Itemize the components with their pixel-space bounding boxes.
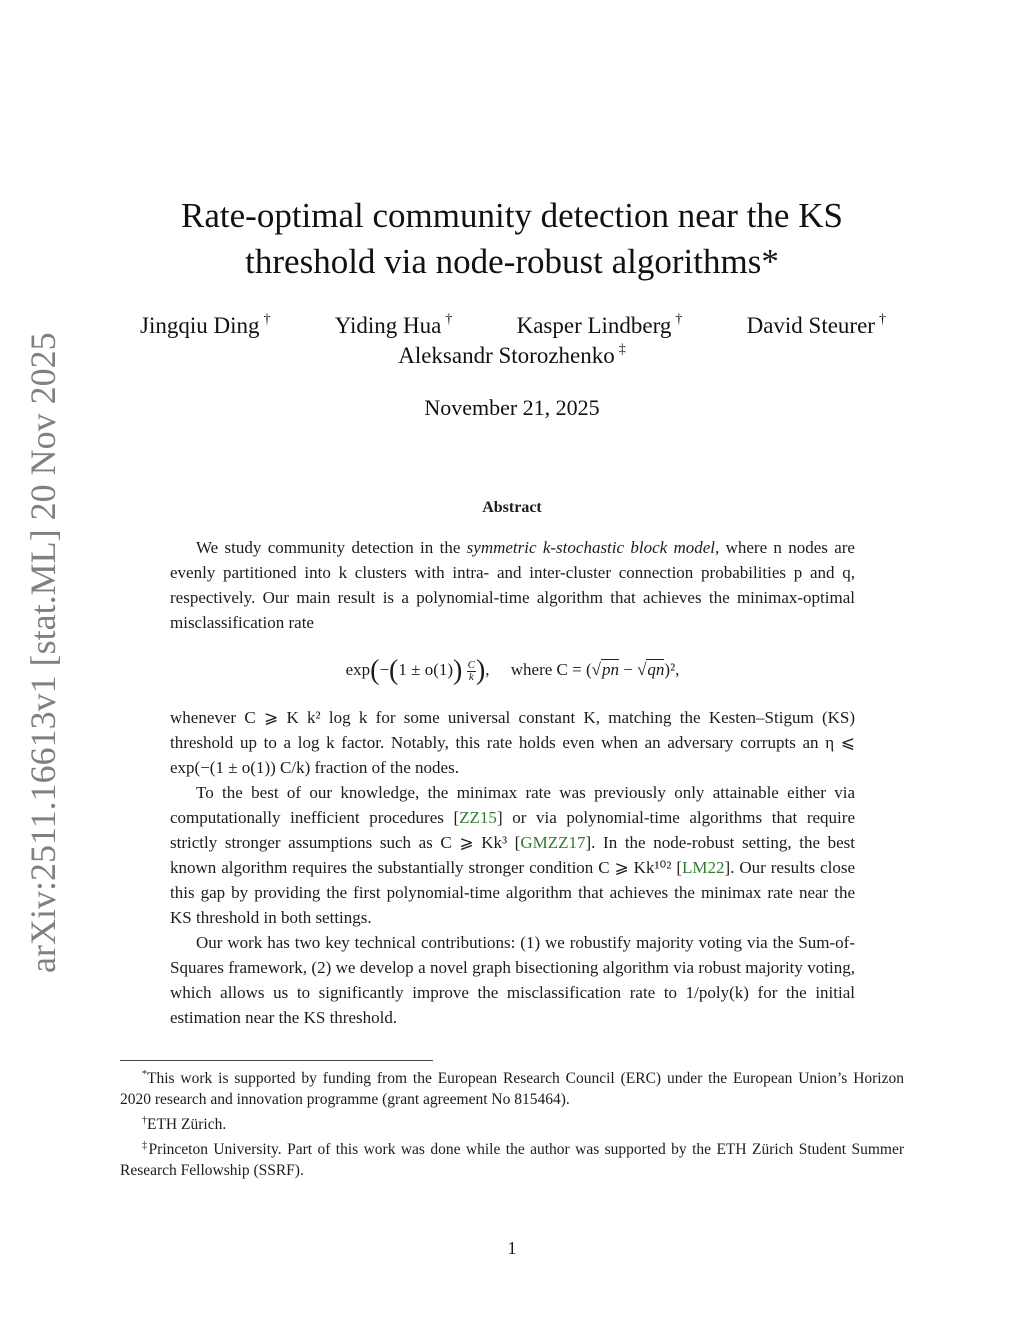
abstract-body	[170, 705, 855, 1030]
abstract-paragraph-3: To the best of our knowledge, the minimax rate was previously only attainable either via computationally inefficient procedures [ZZ15] or via polynomial-time algorithms that require strictly stronger assumptions such as C ⩾ Kk³ [GMZZ17]. In the node-robust setting, the best known algorithm requires the substantially stronger condition C ⩾ Kk¹⁰² [LM22]. Our results close this gap by providing the first polynomial-time algorithm that achieves the minimax rate near the KS threshold in both settings.	[170, 783, 855, 927]
author: Kasper Lindberg †	[516, 312, 683, 338]
author: Jingqiu Ding †	[140, 312, 271, 338]
citation-link[interactable]: GMZZ17	[520, 833, 586, 852]
footnotes	[120, 1064, 904, 1181]
author: Yiding Hua †	[334, 312, 453, 338]
page-number: 1	[507, 1238, 517, 1258]
footnote: †ETH Zürich.	[142, 1115, 227, 1134]
footnote: *This work is supported by funding from the European Research Council (ERC) under the European Union’s Horizon 2020 research and innovation programme (grant agreement No 815464).	[120, 1069, 904, 1109]
abstract-paragraph-1: We study community detection in the symmetric k-stochastic block model, where n nodes are evenly partitioned into k clusters with intra- and inter-cluster connection probabilities p and q, respectively. Our main result is a polynomial-time algorithm that achieves the minimax-optimal misclassification rate	[170, 538, 855, 632]
author: David Steurer †	[746, 312, 886, 338]
publication-date: November 21, 2025	[424, 395, 600, 420]
paper-title	[120, 193, 904, 285]
author: Aleksandr Storozhenko ‡	[398, 342, 626, 368]
title-line-2: threshold via node-robust algorithms*	[245, 242, 779, 281]
abstract-paragraph-2: whenever C ⩾ K k² log k for some universal constant K, matching the Kesten–Stigum (KS) threshold up to a log k factor. Notably, this rate holds even when an adversary corrupts an η ⩽ exp(−(1 ± o(1)) C/k) fraction of the nodes.	[170, 708, 855, 777]
citation-link[interactable]: ZZ15	[459, 808, 497, 827]
arxiv-identifier: arXiv:2511.16613v1 [stat.ML] 20 Nov 2025	[23, 332, 63, 973]
footnote: ‡Princeton University. Part of this work was done while the author was supported by the ETH Zürich Student Summer Research Fellowship (SSRF).	[120, 1140, 905, 1180]
author-list	[120, 312, 904, 372]
main-equation: exp(−(1 ± o(1)) $\frac{C}{k}$ ), where C = (√pn − √qn)²,	[345, 655, 680, 686]
citation-link[interactable]: LM22	[682, 858, 725, 877]
abstract-paragraph-4: Our work has two key technical contributions: (1) we robustify majority voting via the Sum-of-Squares framework, (2) we develop a novel graph bisectioning algorithm via robust majority voting, which allows us to significantly improve the misclassification rate to 1/poly(k) for the initial estimation near the KS threshold.	[170, 933, 855, 1027]
fraction: $\frac{C}{k}$	[467, 658, 475, 683]
title-line-1: Rate-optimal community detection near the KS	[181, 196, 843, 235]
footnote-divider	[120, 1060, 433, 1061]
abstract-heading: Abstract	[482, 499, 542, 516]
